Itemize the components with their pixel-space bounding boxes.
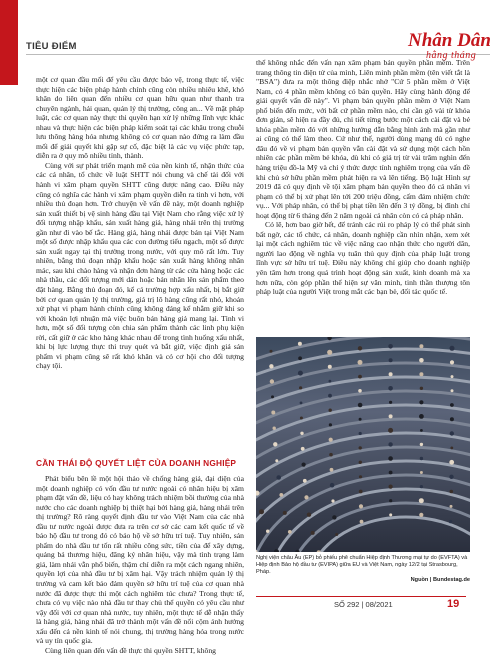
person (329, 380, 332, 383)
person (449, 520, 452, 523)
person (328, 394, 332, 398)
person (329, 438, 333, 442)
person (300, 432, 303, 435)
person (266, 530, 269, 533)
person (304, 495, 308, 499)
person (329, 409, 332, 412)
paragraph: Cùng liên quan đến vấn đề thực thi quyền SHTT, không (45, 645, 217, 655)
person (419, 498, 424, 503)
person (275, 459, 278, 462)
logo-subtitle: hằng tháng (426, 50, 477, 61)
paragraph: Phát biểu bên lề một hội thảo về chống hàng giả, đại diện của một doanh nghiệp có vốn đầu tư nước ngoài có nhãn hiệu bị xâm phạm đặt vấn đề, liệu có hay không trách nhiệm bồi thường của nhà nước cho các doanh nghiệp bị thiệt hại bởi hàng giả, hàng nhái trên thị trường? Rõ ràng quyết định đầu tư vào Việt Nam của các nhà đầu tư nước ngoài được đưa ra trên cơ sở các cam kết quốc tế về bảo hộ đầu tư trong đó có bảo hộ về sở hữu trí tuệ. Tuy nhiên, sản phẩm do nhà đầu tư tốn rất nhiều công sức, tiền của để xây dựng, quảng bá thương hiệu, đăng ký nhãn hiệu, vậy mà tình trạng làm giả, làm nhái vẫn phổ biến, thậm chí diễn ra một cách ngang nhiên, quyền lợi của nhà đầu tư bị xâm hại. Vậy trách nhiệm quản lý thị trường và cam kết bảo đảm quyền sở hữu trí tuệ của cơ quan nhà nước đã được thực thi một cách nghiêm túc chưa? Trong thực tế, chưa có vụ việc nào nhà đầu tư thay chủ thể quyền có yêu cầu như vậy đối với cơ quan nhà nước, tuy nhiên, một thực tế dễ nhận thấy là hàng giả, hàng nhái đã trở thành một vấn đề nổi cộm ảnh hưởng xấu đến cả nền kinh tế nói chung, thị trường hàng hóa trong nước và uy tín quốc gia. (36, 474, 244, 646)
person (389, 485, 393, 489)
issue-info: SỐ 292 | 08/2021 (334, 600, 393, 609)
person (359, 432, 362, 435)
person (389, 358, 393, 362)
person (450, 346, 455, 351)
person (283, 511, 287, 515)
person (301, 447, 305, 451)
person (450, 360, 454, 364)
person (420, 471, 423, 474)
person (419, 513, 423, 517)
person (450, 505, 453, 508)
person (302, 463, 306, 467)
paragraph: Có lẽ, hơn bao giờ hết, để tránh các rủi ro pháp lý có thể phát sinh bất ngờ, các tổ chức, cá nhân, doanh nghiệp cần nhìn nhận, xem xét lại một cách nghiêm túc về việc nâng cao nhận thức cho người dân, người lao động về nghĩa vụ tuân thủ quy định của pháp luật trong lĩnh vực sở hữu trí tuệ. Điều này không chỉ giúp cho doanh nghiệp yên tâm hơn trong quá trình hoạt động sản xuất, kinh doanh mà xa hơn nữa, còn góp phần thể hiện sự văn minh, tinh thần thượng tôn pháp luật của người Việt trong mắt các bạn bè, đối tác quốc tế. (256, 220, 470, 297)
person (271, 411, 275, 415)
person (420, 485, 423, 488)
person (273, 442, 277, 446)
person (359, 504, 363, 508)
person (330, 483, 335, 488)
person (330, 468, 334, 472)
person (359, 461, 362, 464)
person (331, 499, 334, 502)
person (420, 457, 423, 460)
person (328, 365, 332, 369)
column-left-bottom (36, 474, 244, 655)
person (420, 429, 423, 432)
person (419, 344, 423, 348)
person (451, 389, 454, 392)
paragraph: thể không nhắc đến vấn nạn xâm phạm bản quyền phần mềm. Trên trang thông tin điện tử của mình, Liên minh phần mềm (tên viết tắt là "BSA") đưa ra một thông điệp nhắc nhở "Cứ 5 phần mềm ở Việt Nam, có 4 phần mềm không có bản quyền. Hãy cùng hành động để giải quyết vấn đề này". Vi phạm bản quyền phần mềm ở Việt Nam phổ biến đến mức, với bất cứ phần mềm nào, chỉ cần gõ vài từ khóa đơn giản, sẽ hiện ra đầy đủ, chi tiết từng bước một cách cài đặt và bẻ khóa phần mềm đó với những hướng dẫn bằng hình ảnh mà gần như ai cũng có thể làm theo. Cứ như thế, người dùng mạng dù có nghe đâu đó về vi phạm bản quyền vẫn cài đặt và sử dụng một cách hồn nhiên các phần mềm bẻ khóa, dù khi có giá trị từ vài trăm nghìn đến hàng triệu đồ-la Mỹ và chỉ ý thức được tính nghiêm trọng của vấn đề khi chủ sở hữu phần mềm phát hiện ra và lên tiếng. Bộ luật Hình sự 2019 đã có quy định về tội xâm phạm bản quyền theo đó cá nhân vi phạm có thể bị xử phạt lên tới 200 triệu đồng, cấm đảm nhiệm chức vụ... Với pháp nhân, có thể bị phạt tiền lên đến 3 tỷ đồng, bị đình chỉ hoạt động từ 6 tháng đến 2 năm ngoài cá nhân còn có cả pháp nhân. (256, 58, 470, 220)
person (358, 375, 362, 379)
person (388, 428, 393, 433)
person (420, 443, 423, 446)
person (298, 356, 302, 360)
person (300, 402, 303, 405)
person (298, 371, 303, 376)
column-right (256, 58, 470, 297)
person (419, 414, 424, 419)
person (388, 344, 393, 349)
person (450, 417, 454, 421)
person (299, 386, 302, 389)
person (449, 475, 453, 479)
person (389, 513, 392, 516)
person (270, 379, 274, 383)
person (335, 533, 338, 536)
person (359, 490, 363, 494)
paragraph: Cùng với sự phát triển mạnh mẽ của nền kinh tế, nhận thức của các cá nhân, tổ chức về luật SHTT nói chung và chế tài đối với hành vi xâm phạm quyền SHTT cũng được nâng cao. Điều này cũng có nghĩa các hành vi xâm phạm quyền diễn ra tinh vi hơn, với nhiều thủ đoạn hơn. Trở chuyện về vấn đề này, một doanh nghiệp sản xuất thiết bị vệ sinh hàng đầu tại Việt Nam cho rằng việc xử lý đối tượng nhập khẩu, sản xuất hàng giả, hàng nhái trên thị trường gần như đi vào bế tắc. Hàng giả, hàng nhái được bán tại Việt Nam một số được nhập khẩu qua các con đường tiểu ngạch, một số được sản xuất ngay tại thị trường trong nước, với quy mô rất lớn. Tuy nhiên, bằng thủ đoạn nhập khẩu hoặc sản xuất hàng không nhãn mác, sau khi chào hàng và nhận đơn hàng từ các cửa hàng hoặc các nhà thầu, các đối tượng mới dán hoặc bán nhãn lên sản phẩm theo đặt hàng. Bằng thủ đoạn đó, kể cả trường hợp xấu nhất, bị bắt giữ bởi cơ quan quản lý thị trường, giá trị lô hàng cũng rất nhỏ, khoản xử phạt vi phạm hành chính cũng không đáng kể nhằm giữ khi so với khoản lợi nhuận mà việc buôn bán hàng giả mang lại. Tình vi hơn, một số đối tượng còn chia sản phẩm thành các linh phụ kiện rời, cất giữ ở các kho hàng khác nhau để trong tình huống xấu nhất, khi bị lực lượng thực thi truy quét và bắt giữ, việc định giá sản phẩm vi phạm cũng sẽ rất khó khăn và có cơ hội cho đối tượng chạy tội. (36, 160, 244, 371)
person (359, 418, 362, 421)
person (358, 346, 362, 350)
person (389, 372, 393, 376)
person (279, 493, 283, 497)
person (449, 460, 454, 465)
person (388, 442, 392, 446)
section-label: TIÊU ĐIỂM (26, 41, 77, 52)
parliament-photo (256, 337, 470, 552)
person (389, 471, 393, 475)
person (276, 475, 281, 480)
person (389, 414, 393, 418)
paragraph: một cơ quan đầu mối để yêu cầu được bảo vệ, trong thực tế, việc thực hiện các biện pháp hành chính cũng còn nhiều nhiêu khê, khó khăn do liên quan đến nhiều cơ quan hữu quan như thanh tra chuyên ngành, hải quan, quản lý thị trường, công an... Về mặt pháp luật, các cơ quan này thực thi quyền hạn xử lý những lĩnh vực khác nhau và thực hiện các biện pháp kiểm soát tại các khâu trong chuỗi lưu thông hàng hóa nhưng không có cơ quan nào đứng ra làm đầu mối để giải quyết khi gặp sự cố, đặc biệt là các vụ việc phức tạp, diễn ra ở quy mô nhiều tỉnh, thành. (36, 75, 244, 161)
person (259, 509, 264, 514)
person (298, 342, 302, 346)
person (269, 364, 273, 368)
person (389, 499, 392, 502)
person (389, 401, 392, 404)
person (451, 375, 454, 378)
person (419, 400, 423, 404)
person (329, 423, 332, 426)
photo-caption: Nghị viện châu Âu (EP) bỏ phiếu phê chuẩn Hiệp định Thương mại tự do (EVFTA) và Hiệp định Bảo hộ đầu tư (EVIPA) giữa EU và Việt Nam, ngày 12/2 tại Strasbourg, Pháp. (256, 555, 468, 576)
person (450, 447, 453, 450)
person (358, 360, 363, 365)
footer-divider (256, 596, 466, 597)
person (420, 387, 423, 390)
person (359, 475, 362, 478)
person (303, 479, 307, 483)
person (450, 403, 454, 407)
person (311, 531, 315, 535)
person (360, 520, 364, 524)
person (271, 395, 274, 398)
person (358, 389, 362, 393)
person (329, 453, 333, 457)
person (450, 431, 454, 435)
person (273, 427, 276, 430)
page-number: 19 (447, 598, 460, 610)
header-accent-bar (0, 0, 18, 85)
person (419, 372, 423, 376)
person (359, 446, 362, 449)
photo-credit: Nguồn | Bundestag.de (410, 577, 470, 583)
person (327, 350, 332, 355)
person (270, 350, 273, 353)
person (419, 358, 424, 363)
person (300, 417, 303, 420)
person (332, 515, 336, 519)
logo-title: Nhân Dân (408, 30, 491, 51)
person (450, 490, 454, 494)
person (358, 403, 363, 408)
person (288, 530, 292, 534)
person (388, 456, 393, 461)
column-left-top (36, 75, 244, 371)
person (388, 386, 393, 391)
publication-logo (408, 28, 492, 62)
person (307, 513, 311, 517)
section-heading: CẦN THÁI ĐỘ QUYẾT LIỆT CỦA DOANH NGHIỆP (36, 458, 237, 468)
